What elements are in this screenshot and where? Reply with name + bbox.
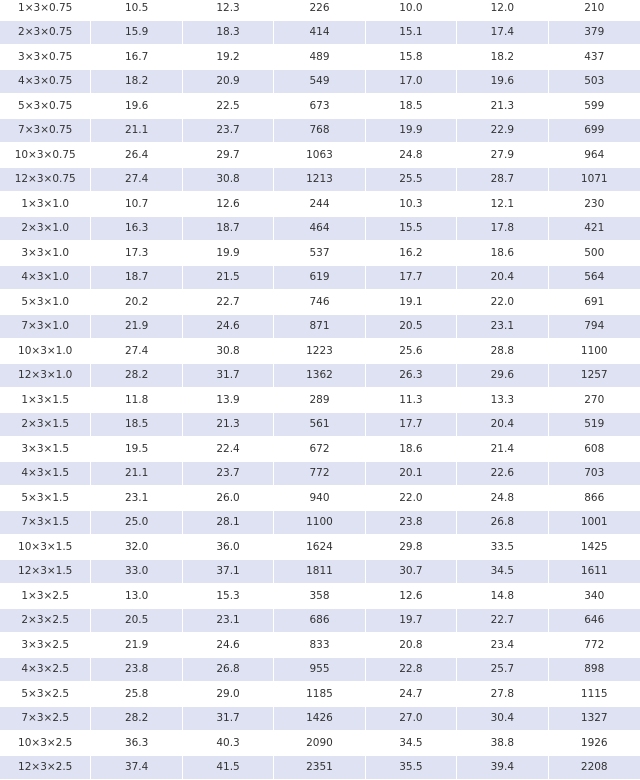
value-cell: 30.4 [457,707,548,732]
value-cell: 24.6 [183,315,274,340]
value-cell: 17.4 [457,21,548,46]
value-cell: 12.1 [457,192,548,217]
value-cell: 833 [274,633,365,658]
cable-spec-cell: 7×3×1.0 [0,315,91,340]
value-cell: 23.1 [91,486,182,511]
table-row [0,364,640,389]
value-cell: 27.4 [91,339,182,364]
value-cell: 1362 [274,364,365,389]
value-cell: 13.0 [91,584,182,609]
value-cell: 19.1 [366,290,457,315]
table-row [0,217,640,242]
cable-spec-cell: 12×3×2.5 [0,756,91,780]
value-cell: 1001 [549,511,640,536]
value-cell: 1425 [549,535,640,560]
value-cell: 19.5 [91,437,182,462]
value-cell: 25.6 [366,339,457,364]
table-row [0,609,640,634]
cable-spec-cell: 10×3×2.5 [0,731,91,756]
value-cell: 12.3 [183,0,274,21]
value-cell: 30.8 [183,168,274,193]
value-cell: 10.3 [366,192,457,217]
cable-spec-cell: 4×3×1.0 [0,266,91,291]
table-row [0,241,640,266]
value-cell: 27.0 [366,707,457,732]
value-cell: 18.6 [366,437,457,462]
value-cell: 15.3 [183,584,274,609]
value-cell: 549 [274,70,365,95]
value-cell: 414 [274,21,365,46]
value-cell: 41.5 [183,756,274,780]
table-row [0,658,640,683]
value-cell: 1223 [274,339,365,364]
table-row [0,168,640,193]
value-cell: 703 [549,462,640,487]
value-cell: 500 [549,241,640,266]
value-cell: 940 [274,486,365,511]
table-row [0,70,640,95]
table-row [0,511,640,536]
value-cell: 34.5 [457,560,548,585]
value-cell: 20.2 [91,290,182,315]
value-cell: 244 [274,192,365,217]
value-cell: 289 [274,388,365,413]
value-cell: 19.6 [457,70,548,95]
value-cell: 358 [274,584,365,609]
table-row [0,413,640,438]
cable-spec-cell: 7×3×0.75 [0,119,91,144]
table-row [0,437,640,462]
value-cell: 34.5 [366,731,457,756]
value-cell: 29.8 [366,535,457,560]
table-row [0,290,640,315]
table-row [0,486,640,511]
value-cell: 11.8 [91,388,182,413]
cable-spec-cell: 12×3×1.5 [0,560,91,585]
value-cell: 699 [549,119,640,144]
value-cell: 19.9 [366,119,457,144]
value-cell: 39.4 [457,756,548,780]
value-cell: 18.3 [183,21,274,46]
value-cell: 12.6 [366,584,457,609]
value-cell: 21.5 [183,266,274,291]
value-cell: 686 [274,609,365,634]
value-cell: 28.2 [91,707,182,732]
value-cell: 561 [274,413,365,438]
cable-spec-cell: 4×3×0.75 [0,70,91,95]
table-row [0,462,640,487]
value-cell: 619 [274,266,365,291]
value-cell: 28.8 [457,339,548,364]
value-cell: 26.0 [183,486,274,511]
table-row [0,682,640,707]
value-cell: 37.4 [91,756,182,780]
value-cell: 691 [549,290,640,315]
value-cell: 21.3 [183,413,274,438]
value-cell: 1063 [274,143,365,168]
value-cell: 26.8 [457,511,548,536]
value-cell: 18.5 [366,94,457,119]
cable-spec-cell: 1×3×1.0 [0,192,91,217]
value-cell: 608 [549,437,640,462]
value-cell: 20.4 [457,266,548,291]
value-cell: 16.7 [91,45,182,70]
cable-spec-cell: 7×3×1.5 [0,511,91,536]
value-cell: 14.8 [457,584,548,609]
table-row [0,21,640,46]
value-cell: 33.0 [91,560,182,585]
value-cell: 23.8 [91,658,182,683]
cable-spec-cell: 2×3×2.5 [0,609,91,634]
value-cell: 599 [549,94,640,119]
value-cell: 32.0 [91,535,182,560]
value-cell: 871 [274,315,365,340]
value-cell: 26.8 [183,658,274,683]
value-cell: 646 [549,609,640,634]
table-row [0,45,640,70]
cable-spec-cell: 1×3×1.5 [0,388,91,413]
table-row [0,339,640,364]
value-cell: 772 [549,633,640,658]
value-cell: 1624 [274,535,365,560]
value-cell: 15.9 [91,21,182,46]
value-cell: 1257 [549,364,640,389]
value-cell: 270 [549,388,640,413]
value-cell: 28.1 [183,511,274,536]
value-cell: 1327 [549,707,640,732]
cable-spec-cell: 5×3×1.5 [0,486,91,511]
value-cell: 18.5 [91,413,182,438]
value-cell: 17.8 [457,217,548,242]
value-cell: 24.7 [366,682,457,707]
cable-spec-cell: 3×3×0.75 [0,45,91,70]
value-cell: 19.2 [183,45,274,70]
value-cell: 10.7 [91,192,182,217]
value-cell: 437 [549,45,640,70]
value-cell: 25.0 [91,511,182,536]
value-cell: 489 [274,45,365,70]
value-cell: 18.2 [91,70,182,95]
value-cell: 21.3 [457,94,548,119]
value-cell: 29.6 [457,364,548,389]
table-row [0,315,640,340]
cable-spec-cell: 5×3×2.5 [0,682,91,707]
value-cell: 25.7 [457,658,548,683]
value-cell: 210 [549,0,640,21]
cable-spec-cell: 10×3×1.5 [0,535,91,560]
value-cell: 30.7 [366,560,457,585]
value-cell: 12.0 [457,0,548,21]
value-cell: 11.3 [366,388,457,413]
table-row [0,119,640,144]
value-cell: 2090 [274,731,365,756]
value-cell: 20.4 [457,413,548,438]
value-cell: 24.8 [457,486,548,511]
value-cell: 22.5 [183,94,274,119]
value-cell: 28.7 [457,168,548,193]
value-cell: 23.1 [183,609,274,634]
value-cell: 1811 [274,560,365,585]
value-cell: 13.9 [183,388,274,413]
value-cell: 18.2 [457,45,548,70]
value-cell: 18.6 [457,241,548,266]
value-cell: 22.7 [457,609,548,634]
value-cell: 10.0 [366,0,457,21]
table-row [0,94,640,119]
value-cell: 23.8 [366,511,457,536]
cable-spec-cell: 2×3×0.75 [0,21,91,46]
value-cell: 17.7 [366,413,457,438]
value-cell: 746 [274,290,365,315]
value-cell: 20.8 [366,633,457,658]
value-cell: 955 [274,658,365,683]
value-cell: 21.1 [91,119,182,144]
value-cell: 38.8 [457,731,548,756]
value-cell: 17.3 [91,241,182,266]
cable-spec-cell: 3×3×2.5 [0,633,91,658]
value-cell: 12.6 [183,192,274,217]
value-cell: 13.3 [457,388,548,413]
cable-spec-cell: 4×3×1.5 [0,462,91,487]
value-cell: 464 [274,217,365,242]
value-cell: 22.6 [457,462,548,487]
value-cell: 25.5 [366,168,457,193]
value-cell: 673 [274,94,365,119]
value-cell: 768 [274,119,365,144]
table-row [0,731,640,756]
value-cell: 1185 [274,682,365,707]
value-cell: 29.0 [183,682,274,707]
value-cell: 26.3 [366,364,457,389]
value-cell: 28.2 [91,364,182,389]
cable-spec-cell: 10×3×1.0 [0,339,91,364]
cable-spec-cell: 7×3×2.5 [0,707,91,732]
table-row [0,535,640,560]
cable-spec-cell: 3×3×1.0 [0,241,91,266]
value-cell: 15.8 [366,45,457,70]
value-cell: 1426 [274,707,365,732]
value-cell: 36.3 [91,731,182,756]
value-cell: 40.3 [183,731,274,756]
value-cell: 537 [274,241,365,266]
value-cell: 1611 [549,560,640,585]
value-cell: 519 [549,413,640,438]
cable-spec-cell: 12×3×1.0 [0,364,91,389]
table-row [0,560,640,585]
cable-spec-cell: 1×3×0.75 [0,0,91,21]
value-cell: 22.8 [366,658,457,683]
value-cell: 15.5 [366,217,457,242]
value-cell: 20.5 [366,315,457,340]
value-cell: 24.8 [366,143,457,168]
table-row [0,143,640,168]
value-cell: 22.9 [457,119,548,144]
cable-spec-cell: 2×3×1.0 [0,217,91,242]
cable-spec-cell: 2×3×1.5 [0,413,91,438]
cable-spec-cell: 3×3×1.5 [0,437,91,462]
value-cell: 22.7 [183,290,274,315]
value-cell: 24.6 [183,633,274,658]
value-cell: 1100 [274,511,365,536]
table-row [0,707,640,732]
value-cell: 772 [274,462,365,487]
value-cell: 17.7 [366,266,457,291]
value-cell: 31.7 [183,364,274,389]
value-cell: 18.7 [183,217,274,242]
value-cell: 27.8 [457,682,548,707]
value-cell: 898 [549,658,640,683]
value-cell: 26.4 [91,143,182,168]
value-cell: 16.3 [91,217,182,242]
value-cell: 866 [549,486,640,511]
value-cell: 19.6 [91,94,182,119]
table-row [0,584,640,609]
value-cell: 1213 [274,168,365,193]
value-cell: 1071 [549,168,640,193]
value-cell: 964 [549,143,640,168]
value-cell: 23.7 [183,462,274,487]
value-cell: 22.0 [457,290,548,315]
value-cell: 23.7 [183,119,274,144]
value-cell: 31.7 [183,707,274,732]
value-cell: 33.5 [457,535,548,560]
cable-spec-cell: 4×3×2.5 [0,658,91,683]
cable-spec-cell: 5×3×0.75 [0,94,91,119]
value-cell: 36.0 [183,535,274,560]
table-row [0,266,640,291]
cable-spec-cell: 12×3×0.75 [0,168,91,193]
value-cell: 27.9 [457,143,548,168]
cable-spec-cell: 1×3×2.5 [0,584,91,609]
value-cell: 379 [549,21,640,46]
value-cell: 421 [549,217,640,242]
value-cell: 672 [274,437,365,462]
value-cell: 1926 [549,731,640,756]
table-row [0,633,640,658]
value-cell: 2351 [274,756,365,780]
value-cell: 21.9 [91,315,182,340]
value-cell: 29.7 [183,143,274,168]
value-cell: 30.8 [183,339,274,364]
table-row [0,192,640,217]
value-cell: 37.1 [183,560,274,585]
value-cell: 19.9 [183,241,274,266]
value-cell: 22.4 [183,437,274,462]
value-cell: 25.8 [91,682,182,707]
value-cell: 22.0 [366,486,457,511]
table-row [0,0,640,21]
value-cell: 794 [549,315,640,340]
value-cell: 226 [274,0,365,21]
value-cell: 564 [549,266,640,291]
value-cell: 21.9 [91,633,182,658]
value-cell: 27.4 [91,168,182,193]
value-cell: 20.1 [366,462,457,487]
value-cell: 15.1 [366,21,457,46]
value-cell: 503 [549,70,640,95]
value-cell: 35.5 [366,756,457,780]
cable-spec-cell: 5×3×1.0 [0,290,91,315]
value-cell: 340 [549,584,640,609]
cable-spec-cell: 10×3×0.75 [0,143,91,168]
value-cell: 10.5 [91,0,182,21]
value-cell: 23.4 [457,633,548,658]
value-cell: 2208 [549,756,640,780]
value-cell: 20.5 [91,609,182,634]
value-cell: 23.1 [457,315,548,340]
table-row [0,756,640,780]
value-cell: 21.4 [457,437,548,462]
value-cell: 19.7 [366,609,457,634]
value-cell: 17.0 [366,70,457,95]
value-cell: 18.7 [91,266,182,291]
value-cell: 20.9 [183,70,274,95]
value-cell: 1100 [549,339,640,364]
table-row [0,388,640,413]
value-cell: 21.1 [91,462,182,487]
value-cell: 1115 [549,682,640,707]
value-cell: 230 [549,192,640,217]
value-cell: 16.2 [366,241,457,266]
